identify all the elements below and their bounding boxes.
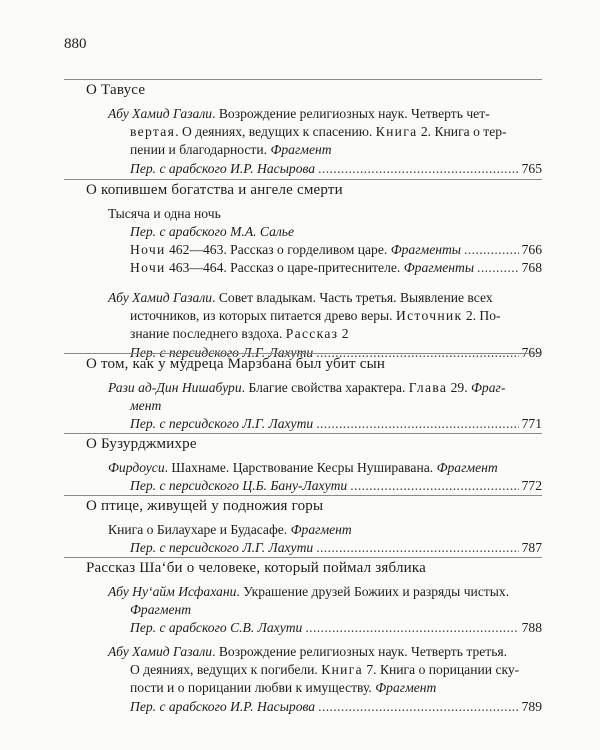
text-run: . Украшение друзей Божиих и разряды чистых.	[236, 584, 510, 599]
text-run: Глава	[408, 380, 448, 395]
night-label: Ночи	[130, 242, 166, 257]
collection-title: Тысяча и одна ночь	[108, 206, 221, 221]
toc-translator-entry	[130, 478, 542, 494]
text-run: . Шахнаме. Царствование Кесры Нуширавана.	[164, 460, 437, 475]
text-run: Абу Хамид Газали	[108, 106, 213, 121]
text-run: Фрагмент	[436, 460, 498, 475]
dot-leader	[318, 699, 519, 715]
text-run: Источник	[395, 308, 463, 324]
text-run: 2. Книга о тер-	[417, 124, 507, 140]
text-run: Абу Ну‘айм Исфахани	[108, 584, 237, 599]
dot-leader	[477, 260, 519, 276]
page-ref: 766	[521, 242, 542, 257]
text-run: Фраг-	[471, 380, 506, 395]
night-fragment: Фрагменты	[390, 242, 461, 257]
entry-text: Пер. с арабского И.Р. Насырова	[130, 698, 316, 714]
entry-line	[130, 326, 349, 342]
page-ref: 787	[521, 540, 542, 556]
section-title: О Тавусе	[86, 82, 146, 98]
text-run: источников, из которых питается древо веры.	[130, 308, 396, 324]
entry-line	[108, 644, 507, 660]
text-run: . О деяниях, ведущих к спасению.	[175, 124, 376, 140]
text-run: . Возрождение религиозных наук. Четверть третья.	[212, 644, 508, 659]
section-rule	[64, 179, 542, 180]
toc-translator-entry	[130, 416, 542, 432]
text-run: Фрагмент	[130, 602, 192, 618]
dot-leader	[318, 161, 519, 177]
entry-line	[108, 106, 490, 122]
text-run: 2. По-	[462, 308, 501, 324]
toc-translator-entry	[130, 699, 542, 715]
page-ref: 789	[521, 698, 542, 714]
entry-line	[130, 124, 507, 140]
page-number: 880	[64, 36, 87, 52]
text-run: мент	[130, 398, 162, 414]
text-run: Фрагмент	[270, 142, 332, 158]
entry-line	[130, 602, 191, 618]
text-run: Книга о Билаухаре и Будасафе.	[108, 522, 291, 537]
page-ref: 769	[521, 344, 542, 360]
entry-line	[130, 680, 436, 696]
entry-line	[130, 398, 161, 414]
text-run: 2	[338, 326, 349, 342]
night-range: 462—463. Рассказ о горделивом царе.	[168, 242, 391, 257]
entry-text: Пер. с персидского Ц.Б. Бану-Лахути	[130, 478, 348, 494]
text-run: пении и благодарности.	[130, 142, 271, 158]
section-title: О Бузурджмихре	[86, 436, 197, 452]
page-ref: 765	[521, 160, 542, 176]
entry-line	[130, 308, 501, 324]
toc-night-entry	[130, 242, 542, 258]
text-run: Рази ад-Дин Нишабури	[108, 380, 242, 395]
text-run: О деяниях, ведущих к погибели.	[130, 662, 322, 678]
text-run: вертая	[130, 124, 176, 140]
toc-translator-entry	[130, 620, 542, 636]
dot-leader	[464, 242, 519, 258]
entry-text: Пер. с арабского И.Р. Насырова	[130, 160, 316, 176]
text-run: . Благие свойства характера.	[241, 380, 409, 395]
text-run: 7. Книга о порицании ску-	[362, 662, 520, 678]
text-run: 29.	[447, 380, 471, 395]
section-rule	[64, 433, 542, 434]
text-run: Фрагмент	[290, 522, 352, 537]
section-title: О птице, живущей у подножия горы	[86, 498, 324, 514]
text-run: . Совет владыкам. Часть третья. Выявление всех	[212, 290, 493, 305]
night-range: 463—464. Рассказ о царе-притеснителе.	[168, 260, 404, 275]
dot-leader	[305, 620, 518, 636]
entry-line	[108, 584, 509, 600]
text-run: знание последнего вздоха.	[130, 326, 286, 342]
text-run: Абу Хамид Газали	[108, 644, 213, 659]
section-rule	[64, 353, 542, 354]
section-title: О копившем богатства и ангеле смерти	[86, 182, 343, 198]
toc-night-entry	[130, 260, 542, 276]
section-rule	[64, 495, 542, 496]
page-ref: 768	[521, 260, 542, 275]
entry-line	[130, 142, 332, 158]
toc-translator-entry	[130, 161, 542, 177]
night-label: Ночи	[130, 260, 166, 275]
page-ref: 771	[521, 416, 542, 432]
entry-text	[130, 242, 461, 258]
section-title: О том, как у мудреца Марзбана был убит сын	[86, 356, 386, 372]
text-run: Абу Хамид Газали	[108, 290, 213, 305]
section-rule	[64, 79, 542, 80]
entry-line	[108, 522, 352, 538]
text-run: Фирдоуси	[108, 460, 165, 475]
translator: Пер. с арабского М.А. Салье	[130, 224, 295, 240]
toc-translator-entry	[130, 540, 542, 556]
night-fragment: Фрагменты	[403, 260, 475, 275]
entry-line	[130, 662, 519, 678]
text-run: Фрагмент	[375, 680, 437, 696]
entry-text: Пер. с персидского Л.Г. Лахути	[130, 344, 314, 360]
text-run: Рассказ	[285, 326, 339, 342]
entry-text: Пер. с персидского Л.Г. Лахути	[130, 416, 314, 432]
section-title: Рассказ Ша‘би о человеке, который поймал зяблика	[86, 560, 426, 576]
dot-leader	[316, 416, 518, 432]
entry-text	[130, 260, 474, 276]
text-run: пости и о порицании любви к имуществу.	[130, 680, 376, 696]
page-ref: 772	[521, 478, 542, 494]
entry-line	[108, 380, 505, 396]
page-ref: 788	[521, 620, 542, 636]
dot-leader	[350, 478, 518, 494]
text-run: . Возрождение религиозных наук. Четверть чет-	[212, 106, 490, 121]
entry-text: Пер. с персидского Л.Г. Лахути	[130, 540, 314, 556]
dot-leader	[316, 540, 518, 556]
entry-text: Пер. с арабского С.В. Лахути	[130, 620, 303, 636]
text-run: Книга	[321, 662, 363, 678]
entry-line	[108, 460, 498, 476]
text-run: Книга	[375, 124, 418, 140]
entry-line	[108, 290, 493, 306]
section-rule	[64, 557, 542, 558]
